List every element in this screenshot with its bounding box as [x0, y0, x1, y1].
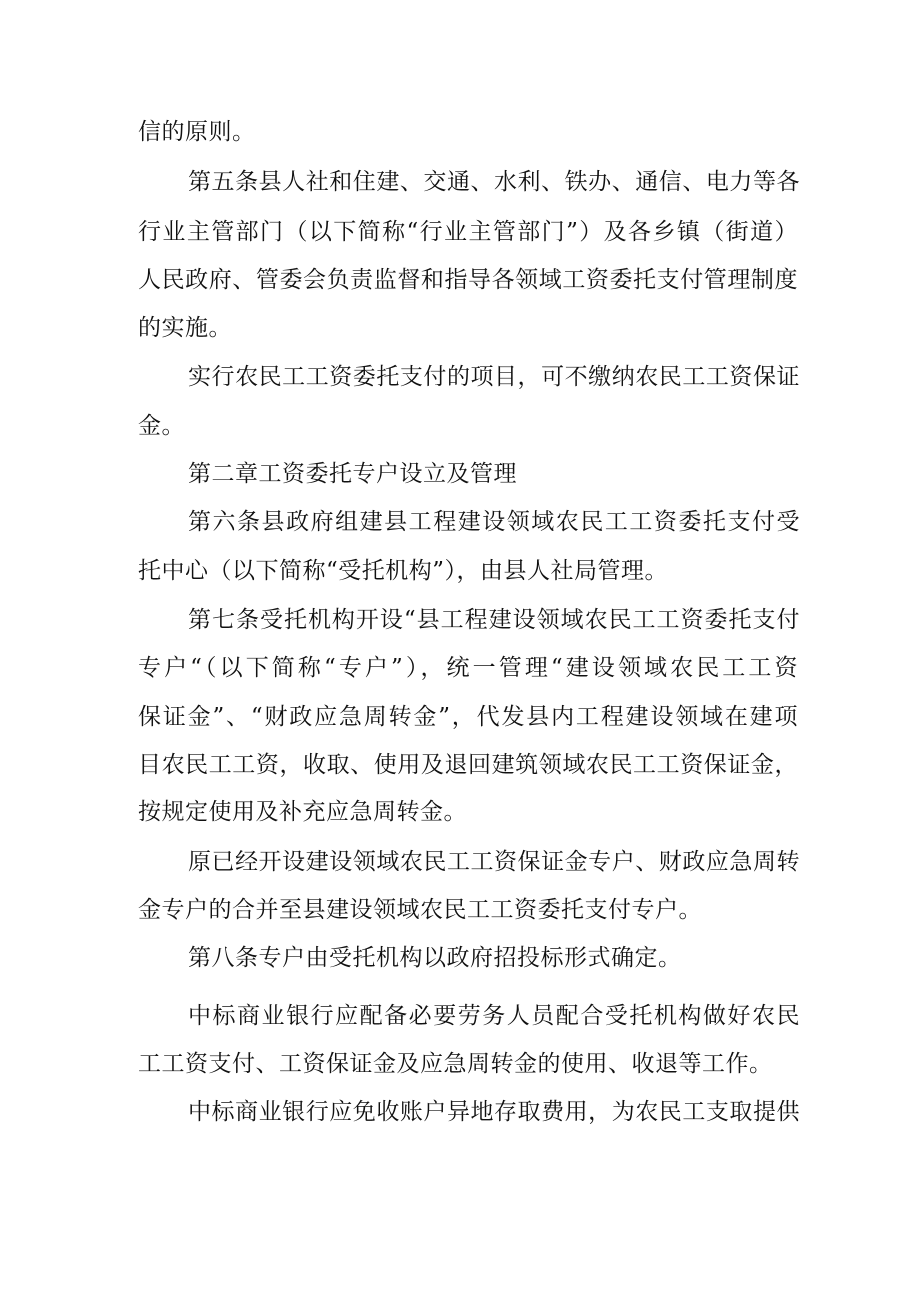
text-line: 托中心（以下简称“受托机构”），由县人社局管理。 [138, 558, 669, 584]
text-line: 金。 [138, 413, 185, 439]
text-line: 目农民工工资，收取、使用及退回建筑领域农民工工资保证金， [138, 752, 798, 778]
text-line: 的实施。 [138, 315, 232, 341]
text-line: 第七条受托机构开设“县工程建设领域农民工工资委托支付 [188, 607, 800, 633]
text-line: 行业主管部门（以下简称“行业主管部门”）及各乡镇（街道） [138, 219, 798, 245]
text-line: 原已经开设建设领域农民工工资保证金专户、财政应急周转 [188, 849, 800, 875]
text-line: 按规定使用及补充应急周转金。 [138, 799, 467, 825]
text-line: 工工资支付、工资保证金及应急周转金的使用、收退等工作。 [138, 1051, 773, 1077]
text-line: 金专户的合并至县建设领域农民工工资委托支付专户。 [138, 897, 702, 923]
text-line: 信的原则。 [138, 119, 256, 145]
text-line: 保证金”、“财政应急周转金”，代发县内工程建设领域在建项 [138, 704, 798, 730]
text-line: 专户“（以下简称“专户”），统一管理“建设领域农民工工资 [138, 655, 798, 681]
section-heading: 第二章工资委托专户设立及管理 [188, 461, 517, 487]
text-line: 实行农民工工资委托支付的项目，可不缴纳农民工工资保证 [188, 364, 800, 390]
text-line: 第八条专户由受托机构以政府招投标形式确定。 [188, 945, 682, 971]
text-line: 第六条县政府组建县工程建设领域农民工工资委托支付受 [188, 509, 800, 535]
text-line: 中标商业银行应配备必要劳务人员配合受托机构做好农民 [188, 1003, 800, 1029]
text-line: 第五条县人社和住建、交通、水利、铁办、通信、电力等各 [188, 169, 800, 195]
text-line: 人民政府、管委会负责监督和指导各领域工资委托支付管理制度 [138, 267, 798, 293]
text-line: 中标商业银行应免收账户异地存取费用，为农民工支取提供 [188, 1099, 800, 1125]
